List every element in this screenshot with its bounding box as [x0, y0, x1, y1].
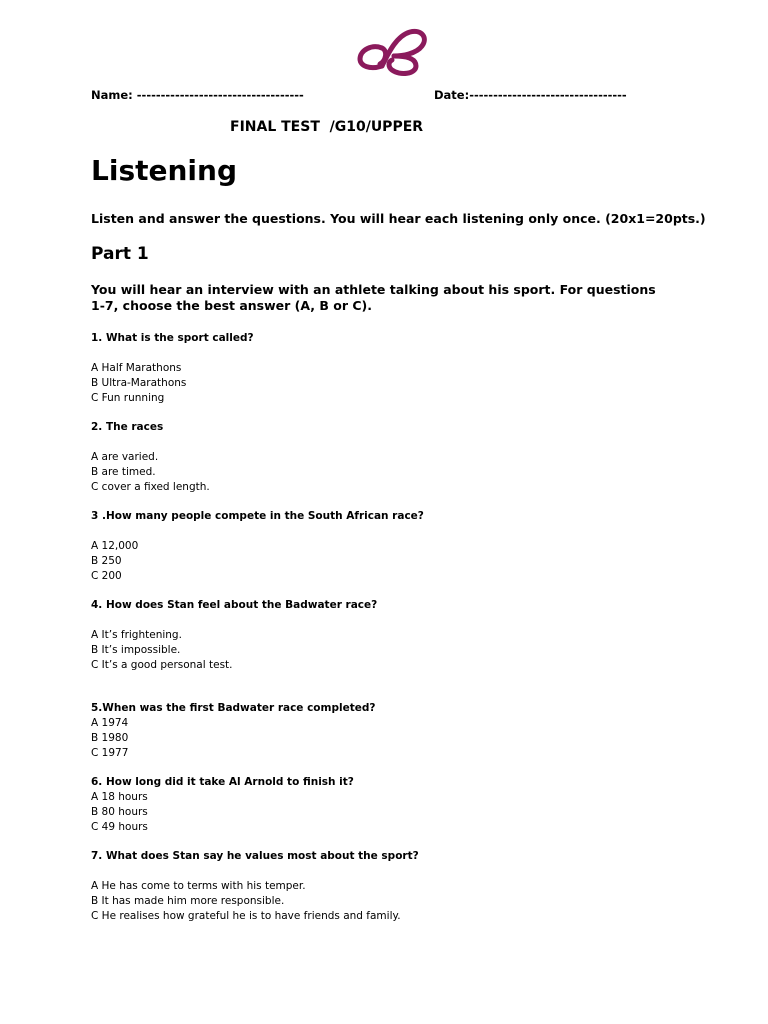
option-b: B Ultra-Marathons	[91, 376, 187, 389]
option-b: B It’s impossible.	[91, 643, 181, 656]
options-list	[91, 361, 691, 405]
option-a: A Half Marathons	[91, 362, 182, 374]
option-b: B are timed.	[91, 465, 156, 478]
section-title: Listening	[91, 154, 237, 187]
option-c: C 200	[91, 569, 122, 582]
option-b: B 80 hours	[91, 805, 148, 818]
name-field-label: Name: -----------------------------------	[91, 88, 304, 102]
question-text: 4. How does Stan feel about the Badwater race?	[91, 599, 378, 611]
part-intro: You will hear an interview with an athlete talking about his sport. For questions 1-7, choose the best answer (A, B or C).	[91, 282, 656, 313]
option-c: C Fun running	[91, 391, 165, 404]
option-c: C 1977	[91, 746, 129, 759]
option-c: C 49 hours	[91, 820, 148, 833]
logo-monogram-icon	[352, 26, 434, 80]
option-a: A are varied.	[91, 451, 159, 463]
section-instructions: Listen and answer the questions. You will hear each listening only once. (20x1=20pts.)	[91, 211, 706, 226]
option-b: B 250	[91, 554, 122, 567]
question-5	[91, 701, 691, 760]
question-3	[91, 509, 691, 583]
question-text: 3 .How many people compete in the South African race?	[91, 510, 424, 522]
question-text: 5.When was the first Badwater race completed?	[91, 702, 376, 714]
options-list	[91, 450, 691, 494]
question-2	[91, 420, 691, 494]
question-text: 2. The races	[91, 421, 164, 433]
option-c: C He realises how grateful he is to have friends and family.	[91, 909, 401, 922]
question-7	[91, 849, 691, 923]
options-list	[91, 716, 691, 760]
question-4	[91, 598, 691, 672]
options-list	[91, 879, 691, 923]
option-a: A It’s frightening.	[91, 629, 182, 641]
options-list	[91, 790, 691, 834]
question-text: 6. How long did it take Al Arnold to finish it?	[91, 776, 354, 788]
option-a: A 12,000	[91, 540, 139, 552]
option-b: B It has made him more responsible.	[91, 894, 285, 907]
option-c: C It’s a good personal test.	[91, 658, 233, 671]
question-6	[91, 775, 691, 834]
options-list	[91, 539, 691, 583]
test-title: FINAL TEST /G10/UPPER	[230, 119, 424, 135]
option-a: A 1974	[91, 717, 129, 729]
question-text: 7. What does Stan say he values most about the sport?	[91, 850, 419, 862]
option-c: C cover a fixed length.	[91, 480, 210, 493]
date-field-label: Date:---------------------------------	[434, 88, 627, 102]
option-a: A 18 hours	[91, 791, 148, 803]
question-text: 1. What is the sport called?	[91, 332, 254, 344]
option-b: B 1980	[91, 731, 129, 744]
option-a: A He has come to terms with his temper.	[91, 880, 306, 892]
options-list	[91, 628, 691, 672]
question-1	[91, 331, 691, 405]
part-title: Part 1	[91, 244, 149, 264]
